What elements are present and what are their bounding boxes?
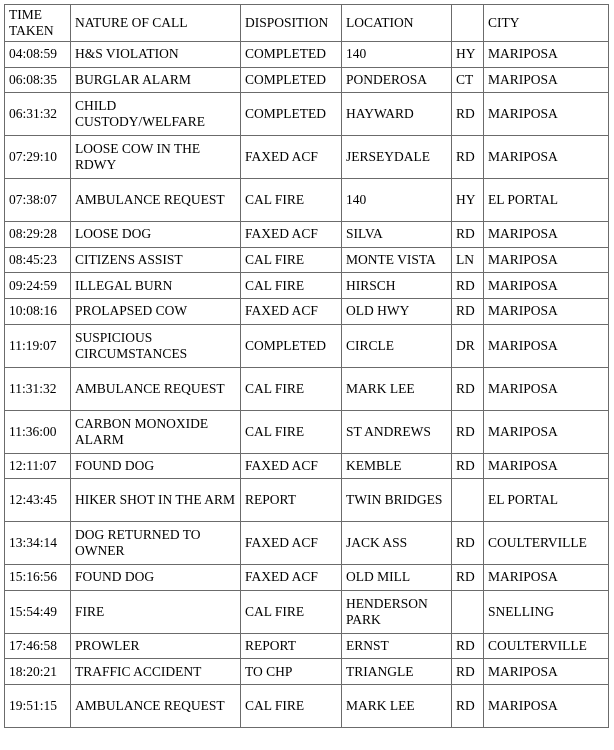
cell-location: PONDEROSA xyxy=(342,67,452,93)
cell-road-suffix: RD xyxy=(452,659,484,685)
cell-location: MARK LEE xyxy=(342,367,452,410)
table-row xyxy=(5,633,609,659)
cell-city: MARIPOSA xyxy=(484,67,609,93)
cell-nature-of-call: HIKER SHOT IN THE ARM xyxy=(71,479,241,522)
cell-disposition: REPORT xyxy=(241,633,342,659)
cell-location: ERNST xyxy=(342,633,452,659)
cell-location: 140 xyxy=(342,42,452,68)
table-row xyxy=(5,179,609,222)
cell-city: COULTERVILLE xyxy=(484,522,609,565)
cell-disposition: CAL FIRE xyxy=(241,273,342,299)
cell-time: 12:11:07 xyxy=(5,453,71,479)
cell-city: MARIPOSA xyxy=(484,453,609,479)
cell-road-suffix: RD xyxy=(452,367,484,410)
cell-road-suffix: RD xyxy=(452,565,484,591)
cell-road-suffix: DR xyxy=(452,324,484,367)
cell-time: 15:16:56 xyxy=(5,565,71,591)
cell-nature-of-call: PROLAPSED COW xyxy=(71,298,241,324)
cell-road-suffix: HY xyxy=(452,42,484,68)
cell-time: 08:29:28 xyxy=(5,222,71,248)
cell-location: SILVA xyxy=(342,222,452,248)
cell-disposition: CAL FIRE xyxy=(241,247,342,273)
cell-road-suffix: RD xyxy=(452,522,484,565)
cell-nature-of-call: AMBULANCE REQUEST xyxy=(71,684,241,727)
cell-city: SNELLING xyxy=(484,590,609,633)
header-time-taken: TIME TAKEN xyxy=(5,5,71,42)
cell-road-suffix: HY xyxy=(452,179,484,222)
cell-road-suffix: CT xyxy=(452,67,484,93)
table-row xyxy=(5,222,609,248)
cell-road-suffix: RD xyxy=(452,684,484,727)
table-row xyxy=(5,522,609,565)
cell-time: 10:08:16 xyxy=(5,298,71,324)
cell-city: MARIPOSA xyxy=(484,410,609,453)
cell-disposition: REPORT xyxy=(241,479,342,522)
cell-disposition: FAXED ACF xyxy=(241,522,342,565)
cell-disposition: TO CHP xyxy=(241,659,342,685)
cell-location: HAYWARD xyxy=(342,93,452,136)
cell-city: MARIPOSA xyxy=(484,42,609,68)
cell-nature-of-call: LOOSE COW IN THE RDWY xyxy=(71,136,241,179)
table-row xyxy=(5,136,609,179)
table-row xyxy=(5,247,609,273)
cell-location: HIRSCH xyxy=(342,273,452,299)
cell-disposition: FAXED ACF xyxy=(241,222,342,248)
cell-nature-of-call: LOOSE DOG xyxy=(71,222,241,248)
cell-disposition: COMPLETED xyxy=(241,93,342,136)
cell-location: HENDERSON PARK xyxy=(342,590,452,633)
call-log-body xyxy=(5,42,609,728)
cell-time: 04:08:59 xyxy=(5,42,71,68)
call-log-table xyxy=(4,4,609,728)
cell-disposition: CAL FIRE xyxy=(241,179,342,222)
cell-nature-of-call: CITIZENS ASSIST xyxy=(71,247,241,273)
cell-nature-of-call: DOG RETURNED TO OWNER xyxy=(71,522,241,565)
table-row xyxy=(5,453,609,479)
cell-location: OLD MILL xyxy=(342,565,452,591)
cell-city: COULTERVILLE xyxy=(484,633,609,659)
cell-road-suffix: RD xyxy=(452,222,484,248)
header-location: LOCATION xyxy=(342,5,452,42)
cell-location: KEMBLE xyxy=(342,453,452,479)
cell-city: MARIPOSA xyxy=(484,136,609,179)
cell-location: JERSEYDALE xyxy=(342,136,452,179)
cell-nature-of-call: TRAFFIC ACCIDENT xyxy=(71,659,241,685)
cell-disposition: CAL FIRE xyxy=(241,410,342,453)
cell-city: MARIPOSA xyxy=(484,565,609,591)
cell-time: 13:34:14 xyxy=(5,522,71,565)
cell-road-suffix: RD xyxy=(452,453,484,479)
cell-time: 06:31:32 xyxy=(5,93,71,136)
cell-city: MARIPOSA xyxy=(484,659,609,685)
cell-nature-of-call: FOUND DOG xyxy=(71,565,241,591)
table-row xyxy=(5,590,609,633)
cell-city: MARIPOSA xyxy=(484,684,609,727)
cell-disposition: CAL FIRE xyxy=(241,590,342,633)
header-city: CITY xyxy=(484,5,609,42)
cell-location: 140 xyxy=(342,179,452,222)
cell-city: MARIPOSA xyxy=(484,324,609,367)
table-row xyxy=(5,565,609,591)
cell-road-suffix: LN xyxy=(452,247,484,273)
cell-location: ST ANDREWS xyxy=(342,410,452,453)
cell-time: 08:45:23 xyxy=(5,247,71,273)
cell-nature-of-call: H&S VIOLATION xyxy=(71,42,241,68)
cell-time: 09:24:59 xyxy=(5,273,71,299)
cell-road-suffix: RD xyxy=(452,298,484,324)
cell-time: 11:19:07 xyxy=(5,324,71,367)
header-disposition: DISPOSITION xyxy=(241,5,342,42)
cell-time: 12:43:45 xyxy=(5,479,71,522)
cell-nature-of-call: PROWLER xyxy=(71,633,241,659)
cell-city: MARIPOSA xyxy=(484,222,609,248)
cell-nature-of-call: FIRE xyxy=(71,590,241,633)
header-suffix xyxy=(452,5,484,42)
cell-city: MARIPOSA xyxy=(484,298,609,324)
cell-nature-of-call: CHILD CUSTODY/WELFARE xyxy=(71,93,241,136)
cell-city: MARIPOSA xyxy=(484,247,609,273)
table-row xyxy=(5,42,609,68)
cell-location: MONTE VISTA xyxy=(342,247,452,273)
cell-city: EL PORTAL xyxy=(484,479,609,522)
cell-road-suffix xyxy=(452,590,484,633)
cell-road-suffix: RD xyxy=(452,93,484,136)
table-row xyxy=(5,410,609,453)
cell-road-suffix: RD xyxy=(452,633,484,659)
table-row xyxy=(5,93,609,136)
cell-time: 17:46:58 xyxy=(5,633,71,659)
cell-city: MARIPOSA xyxy=(484,93,609,136)
cell-nature-of-call: BURGLAR ALARM xyxy=(71,67,241,93)
table-row xyxy=(5,659,609,685)
cell-location: TWIN BRIDGES xyxy=(342,479,452,522)
cell-time: 15:54:49 xyxy=(5,590,71,633)
table-row xyxy=(5,479,609,522)
table-row xyxy=(5,367,609,410)
cell-disposition: FAXED ACF xyxy=(241,565,342,591)
cell-disposition: COMPLETED xyxy=(241,42,342,68)
table-row xyxy=(5,273,609,299)
cell-location: OLD HWY xyxy=(342,298,452,324)
cell-city: MARIPOSA xyxy=(484,273,609,299)
cell-time: 11:31:32 xyxy=(5,367,71,410)
cell-disposition: CAL FIRE xyxy=(241,367,342,410)
cell-time: 19:51:15 xyxy=(5,684,71,727)
table-row xyxy=(5,324,609,367)
cell-disposition: FAXED ACF xyxy=(241,298,342,324)
header-nature-of-call: NATURE OF CALL xyxy=(71,5,241,42)
cell-nature-of-call: SUSPICIOUS CIRCUMSTANCES xyxy=(71,324,241,367)
cell-disposition: FAXED ACF xyxy=(241,453,342,479)
cell-time: 18:20:21 xyxy=(5,659,71,685)
cell-nature-of-call: FOUND DOG xyxy=(71,453,241,479)
cell-location: CIRCLE xyxy=(342,324,452,367)
cell-location: JACK ASS xyxy=(342,522,452,565)
cell-nature-of-call: AMBULANCE REQUEST xyxy=(71,367,241,410)
cell-disposition: CAL FIRE xyxy=(241,684,342,727)
cell-time: 06:08:35 xyxy=(5,67,71,93)
cell-nature-of-call: AMBULANCE REQUEST xyxy=(71,179,241,222)
cell-road-suffix: RD xyxy=(452,273,484,299)
cell-road-suffix: RD xyxy=(452,410,484,453)
cell-time: 11:36:00 xyxy=(5,410,71,453)
cell-city: MARIPOSA xyxy=(484,367,609,410)
header-row xyxy=(5,5,609,42)
cell-location: TRIANGLE xyxy=(342,659,452,685)
table-row xyxy=(5,67,609,93)
table-row xyxy=(5,684,609,727)
cell-time: 07:38:07 xyxy=(5,179,71,222)
cell-disposition: FAXED ACF xyxy=(241,136,342,179)
table-row xyxy=(5,298,609,324)
cell-disposition: COMPLETED xyxy=(241,67,342,93)
cell-road-suffix: RD xyxy=(452,136,484,179)
cell-nature-of-call: CARBON MONOXIDE ALARM xyxy=(71,410,241,453)
cell-city: EL PORTAL xyxy=(484,179,609,222)
cell-time: 07:29:10 xyxy=(5,136,71,179)
cell-nature-of-call: ILLEGAL BURN xyxy=(71,273,241,299)
cell-road-suffix xyxy=(452,479,484,522)
cell-location: MARK LEE xyxy=(342,684,452,727)
cell-disposition: COMPLETED xyxy=(241,324,342,367)
